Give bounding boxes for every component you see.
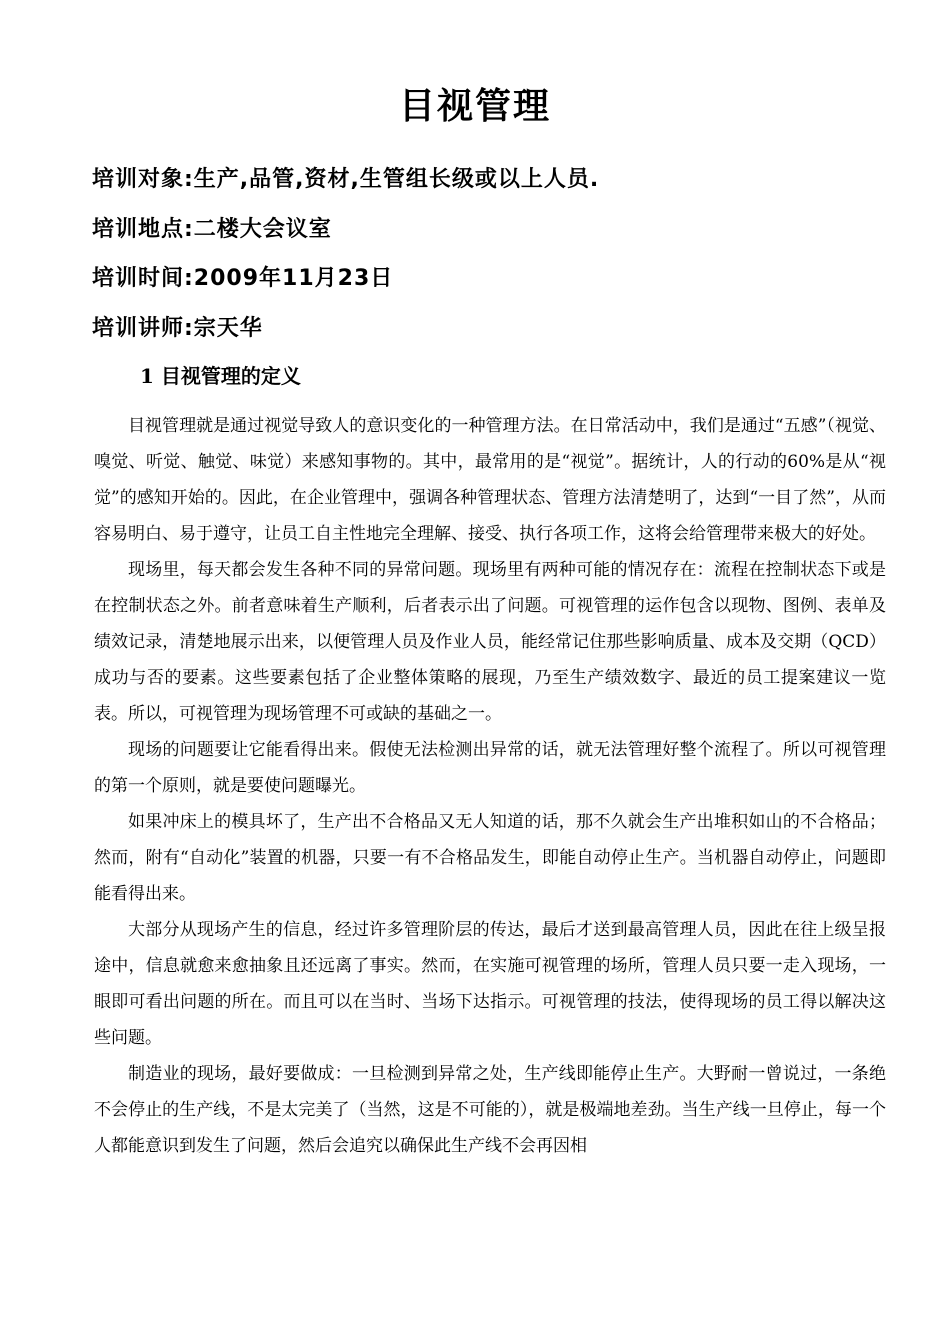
training-time: 培训时间:2009年11月23日: [92, 266, 394, 291]
section-heading: 1 目视管理的定义: [140, 364, 301, 388]
body-text: [94, 408, 886, 1164]
paragraph: 如果冲床上的模具坏了，生产出不合格品又无人知道的话，那不久就会生产出堆积如山的不合格品；然而，附有“自动化”装置的机器，只要一有不合格品发生，即能自动停止生产。当机器自动停止，问题即能看得出来。: [94, 812, 886, 904]
training-lecturer: 培训讲师:宗天华: [92, 316, 263, 341]
training-audience: 培训对象:生产,品管,资材,生管组长级或以上人员.: [92, 167, 600, 192]
paragraph: 制造业的现场，最好要做成：一旦检测到异常之处，生产线即能停止生产。大野耐一曾说过，一条绝不会停止的生产线，不是太完美了（当然，这是不可能的），就是极端地差劲。当生产线一旦停止，每一个人都能意识到发生了问题，然后会追究以确保此生产线不会再因相: [94, 1064, 886, 1156]
paragraph: 现场的问题要让它能看得出来。假使无法检测出异常的话，就无法管理好整个流程了。所以可视管理的第一个原则，就是要使问题曝光。: [94, 740, 886, 796]
document-title: 目视管理: [398, 86, 551, 127]
training-location: 培训地点:二楼大会议室: [92, 217, 332, 242]
paragraph: 大部分从现场产生的信息，经过许多管理阶层的传达，最后才送到最高管理人员，因此在往上级呈报途中，信息就愈来愈抽象且还远离了事实。然而，在实施可视管理的场所，管理人员只要一走入现场，一眼即可看出问题的所在。而且可以在当时、当场下达指示。可视管理的技法，使得现场的员工得以解决这些问题。: [94, 920, 886, 1048]
paragraph: 目视管理就是通过视觉导致人的意识变化的一种管理方法。在日常活动中，我们是通过“五感”（视觉、嗅觉、听觉、触觉、味觉）来感知事物的。其中，最常用的是“视觉”。据统计，人的行动的60%是从“视觉”的感知开始的。因此，在企业管理中，强调各种管理状态、管理方法清楚明了，达到“一目了然”，从而容易明白、易于遵守，让员工自主性地完全理解、接受、执行各项工作，这将会给管理带来极大的好处。: [94, 416, 886, 544]
paragraph: 现场里，每天都会发生各种不同的异常问题。现场里有两种可能的情况存在：流程在控制状态下或是在控制状态之外。前者意味着生产顺利，后者表示出了问题。可视管理的运作包含以现物、图例、表单及绩效记录，清楚地展示出来，以便管理人员及作业人员，能经常记住那些影响质量、成本及交期（QCD）成功与否的要素。这些要素包括了企业整体策略的展现，乃至生产绩效数字、最近的员工提案建议一览表。所以，可视管理为现场管理不可或缺的基础之一。: [94, 560, 886, 724]
